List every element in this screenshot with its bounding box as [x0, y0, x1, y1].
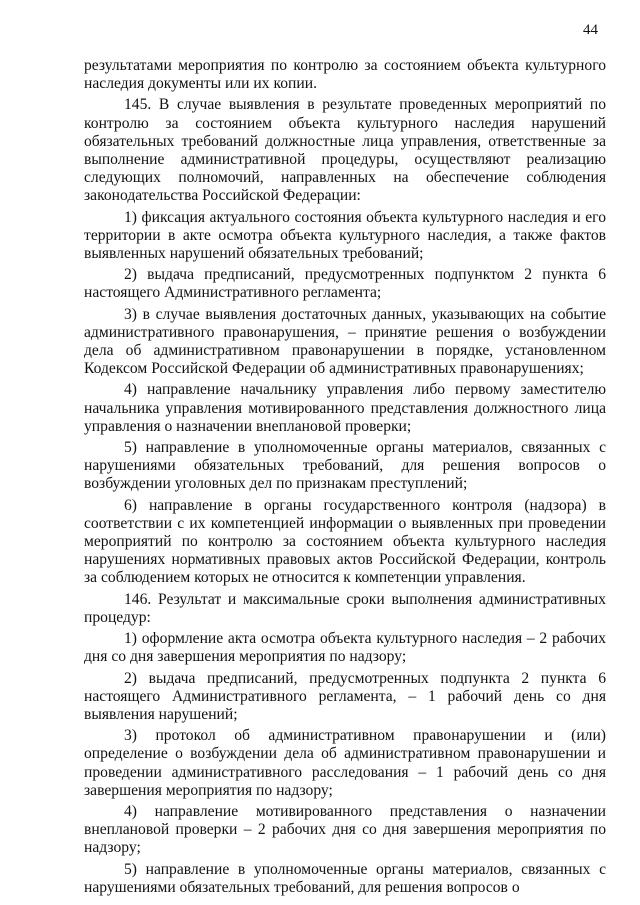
list-item-145-5: 5) направление в уполномоченные органы материалов, связанных с нарушениями обязательных требований, для решения вопросов о возбуждении уголовных дел по признакам преступлений; [84, 439, 606, 493]
document-body [84, 57, 606, 900]
list-item-145-3: 3) в случае выявления достаточных данных, указывающих на событие административного правонарушения, – принятие решения о возбуждении дела об административном правонарушении в порядке, установленном Кодексом Российской Федерации об административных правонарушениях; [84, 305, 606, 378]
list-item-146-1: 1) оформление акта осмотра объекта культурного наследия – 2 рабочих дня со дня завершения мероприятия по надзору; [84, 630, 606, 666]
list-item-145-4: 4) направление начальнику управления либо первому заместителю начальника управления мотивированного представления должностного лица управления о назначении внеплановой проверки; [84, 381, 606, 435]
list-item-146-4: 4) направление мотивированного представления о назначении внеплановой проверки – 2 рабочих дня со дня завершения мероприятия по надзору; [84, 802, 606, 857]
list-item-146-2: 2) выдача предписаний, предусмотренных подпункта 2 пункта 6 настоящего Административного регламента, – 1 рабочий день со дня выявления нарушений; [84, 669, 606, 723]
list-item-145-6: 6) направление в органы государственного контроля (надзора) в соответствии с их компетенцией информации о выявленных при проведении мероприятий по контролю за состоянием объекта культурного наследия нарушениях нормативных правовых актов Российской Федерации, контроль за соблюдением которых не относится к компетенции управления. [84, 496, 606, 587]
paragraph-continuation: результатами мероприятия по контролю за состоянием объекта культурного наследия документы или их копии. [84, 57, 606, 93]
list-item-145-2: 2) выдача предписаний, предусмотренных подпунктом 2 пункта 6 настоящего Административного регламента; [84, 266, 606, 302]
page-number: 44 [583, 22, 598, 38]
list-item-146-3: 3) протокол об административном правонарушении и (или) определение о возбуждении дела об административном правонарушении и проведении административного расследования – 1 рабочий день со дня завершения мероприятия по надзору; [84, 727, 606, 799]
paragraph-146: 146. Результат и максимальные сроки выполнения административных процедур: [84, 590, 606, 626]
list-item-146-5: 5) направление в уполномоченные органы материалов, связанных с нарушениями обязательных требований, для решения вопросов о [84, 860, 606, 896]
list-item-145-1: 1) фиксация актуального состояния объекта культурного наследия и его территории в акте осмотра объекта культурного наследия, а также фактов выявленных нарушений обязательных требований; [84, 208, 606, 263]
paragraph-145: 145. В случае выявления в результате проведенных мероприятий по контролю за состоянием объекта культурного наследия нарушений обязательных требований должностные лица управления, ответственные за выполнение административной процедуры, осуществляют реализацию следующих полномочий, направленных на обеспечение соблюдения законодательства Российской Федерации: [84, 96, 606, 205]
